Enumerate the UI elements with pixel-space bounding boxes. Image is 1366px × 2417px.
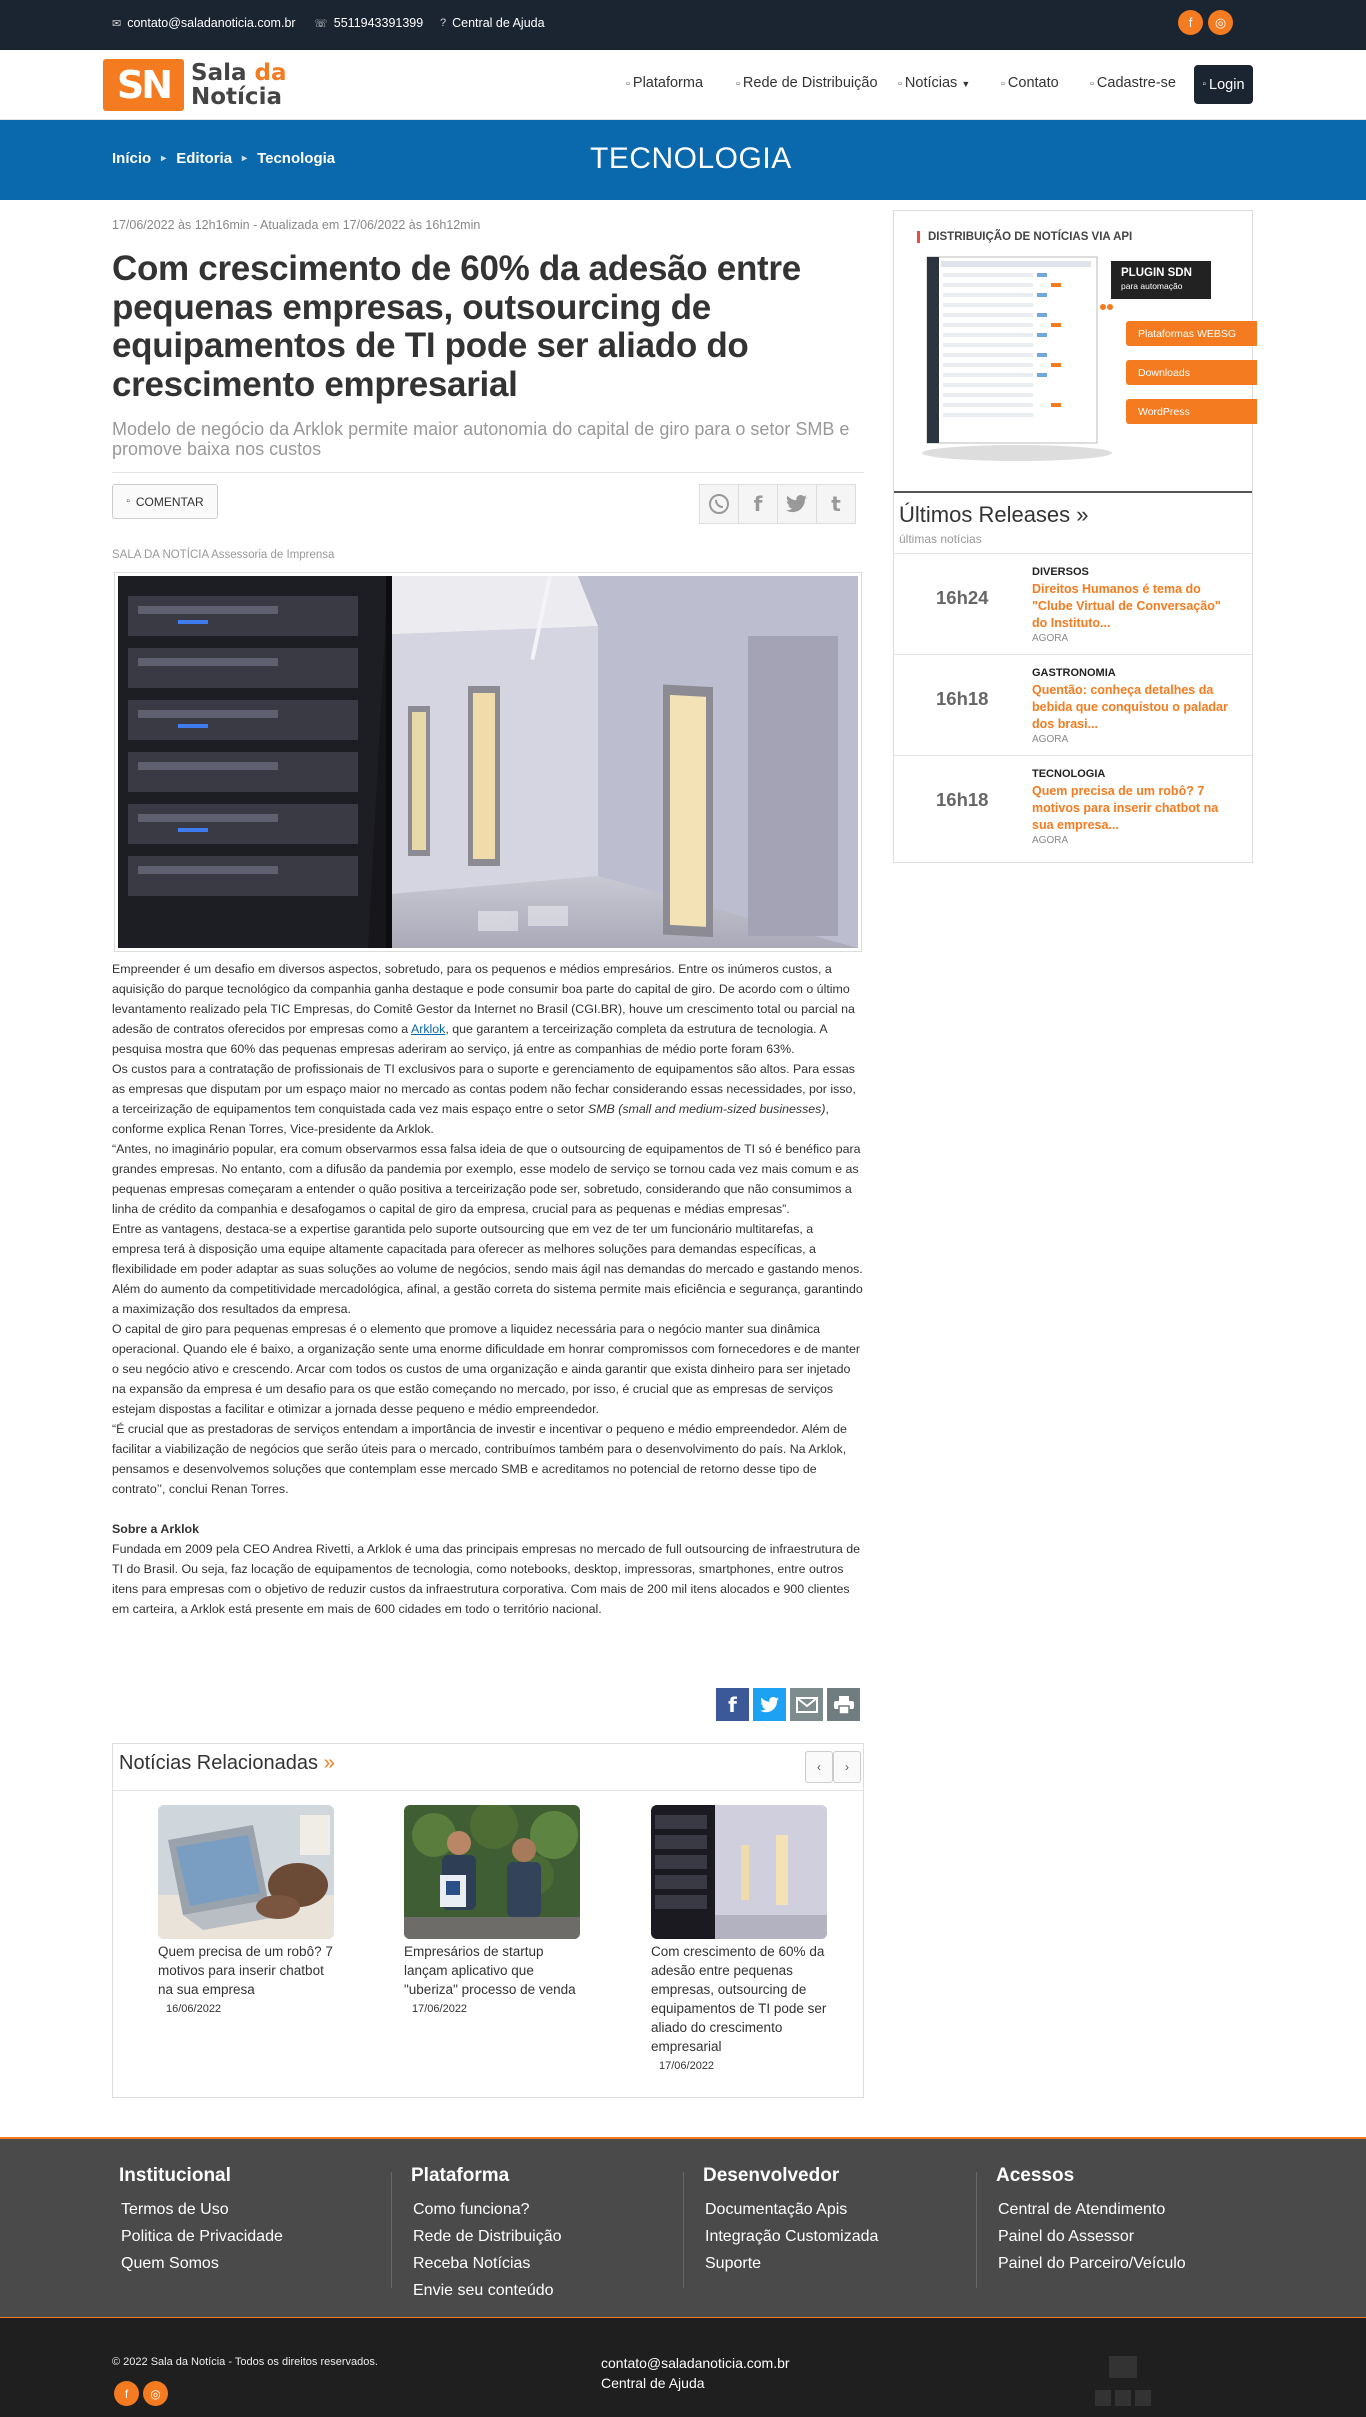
related-item[interactable] [158,1805,334,2015]
nav-noticias-label: Notícias [904,75,958,91]
related-item[interactable] [404,1805,580,2015]
nav-cadastre-se[interactable] [1090,75,1176,91]
release-category: TECNOLOGIA [1032,768,1106,780]
related-title-text: Notícias Relacionadas [119,1752,318,1774]
release-title[interactable]: Direitos Humanos é tema do "Clube Virtual de Conversação" do Instituto... [1032,582,1221,630]
divider [112,472,864,473]
tumblr-icon[interactable]: t [816,484,856,524]
article-paragraph [112,959,864,1059]
top-contact-bar [0,0,1366,50]
about-paragraph: Fundada em 2009 pela CEO Andrea Rivetti, a Arklok é uma das principais empresas no mercado de full outsourcing de infraestrutura de TI do Brasil. Ou seja, faz locação de equipamentos de tecnologia, como notebooks, desktop, impressoras, smartphones, entre outros itens para empresas com o objetivo de reduzir custos da infraestrutura corporativa. Com mais de 200 mil itens alocados e 900 clientes em carteira, a Arklok está presente em mais de 600 cidades em todo o território nacional. [112,1542,860,1616]
footer-email[interactable]: contato@saladanoticia.com.br [601,2355,790,2371]
article-paragraph: “É crucial que as prestadoras de serviços entendam a importância de investir e incentivar o pequeno e médio empreendedor. Além de facilitar a viabilização de negócios que serão úteis para o mercado, contribuímos também para o desenvolvimento do país. Na Arklok, pensamos e desenvolvemos soluções que contemplam esse mercado SMB e acreditamos no potencial de retorno desse tipo de contrato’’, conclui Renan Torres. [112,1422,847,1496]
instagram-icon[interactable]: ◎ [143,2381,168,2406]
related-news [112,1743,864,2098]
login-label: Login [1209,76,1245,93]
footer-col-plataforma [411,2165,562,2304]
facebook-icon[interactable]: f [738,484,778,524]
footer-help[interactable]: Central de Ajuda [601,2375,705,2391]
server-room-photo [118,576,858,948]
topbar-help[interactable] [440,16,545,30]
related-item[interactable] [651,1805,827,2072]
user-plus-icon: ▫ [1090,78,1094,90]
footer-link[interactable]: Integração Customizada [705,2228,879,2245]
related-item-date: 17/06/2022 [412,2003,468,2015]
footer-col-title: Institucional [119,2165,231,2186]
related-item-date: 17/06/2022 [659,2060,715,2072]
article-image [114,572,862,952]
logo-mark: SN [103,59,184,111]
section-title: TECNOLOGIA [590,142,792,175]
release-ago: AGORA [1032,835,1069,846]
email-icon[interactable] [790,1688,823,1721]
release-item[interactable] [894,654,1252,755]
footer-link[interactable]: Envie seu conteúdo [413,2282,554,2299]
share-buttons-bottom [716,1688,860,1721]
phone-icon: ☏ [314,17,328,30]
site-logo[interactable] [103,58,287,112]
envelope-icon: ✉ [112,17,122,30]
breadcrumb-inicio[interactable]: Início [112,150,152,167]
plugin-tag [1111,261,1211,299]
about-heading-text: Sobre a Arklok [112,1522,199,1536]
release-category: DIVERSOS [1032,566,1089,578]
related-prev-button[interactable] [805,1751,833,1783]
release-time: 16h24 [936,587,989,608]
footer-divider [391,2172,392,2288]
facebook-icon[interactable]: f [716,1688,749,1721]
footer-divider [976,2172,977,2288]
footer-link[interactable]: Receba Notícias [413,2255,531,2272]
releases-subtitle: últimas notícias [899,532,982,546]
breadcrumb [112,150,335,167]
plugin-screenshot [917,253,1117,463]
chevron-right-icon: ▸ [161,153,167,164]
logo-word-da: da [254,60,287,86]
footer-col-title: Plataforma [411,2165,510,2186]
footer-link[interactable]: Documentação Apis [705,2201,848,2218]
arklok-link[interactable]: Arklok [410,1022,446,1036]
footer-contact [601,2353,790,2393]
about-heading [112,1519,864,1539]
p2-emphasis: SMB (small and medium-sized businesses) [587,1102,826,1116]
footer-link[interactable]: Suporte [705,2255,762,2272]
nav-rede-label: Rede de Distribuição [742,75,878,91]
p1-text-b: , que garantem a terceirização completa da estrutura de tecnologia. A pesquisa mostra que 60% das pequenas empresas aderiram ao serviço, já entre as companhias de médio porte foram 63%. [112,1022,827,1056]
logo-word-noticia: Notícia [191,84,282,110]
related-next-button[interactable] [833,1751,861,1783]
login-button[interactable] [1194,65,1253,104]
chevron-right-icon: › [845,1760,849,1774]
related-thumbnail [404,1805,580,1939]
article-date: 17/06/2022 às 12h16min - Atualizada em 17/06/2022 às 16h12min [112,218,481,232]
footer-link[interactable]: Quem Somos [121,2255,219,2272]
share-buttons-top [700,484,856,524]
release-item[interactable] [894,553,1252,654]
footer-link[interactable]: Politica de Privacidade [121,2228,283,2245]
chevron-left-icon: ‹ [817,1760,821,1774]
divider [113,1790,863,1791]
release-ago: AGORA [1032,633,1069,644]
chevron-right-icon: ▸ [242,153,248,164]
comment-button[interactable] [112,484,218,519]
question-icon: ? [440,17,447,29]
related-thumbnail [651,1805,827,1939]
footer-col-desenvolvedor [703,2165,878,2277]
spacer [112,1499,864,1519]
topbar-help-text: Central de Ajuda [452,16,545,30]
footer-col-institucional [119,2165,283,2277]
cube-icon: ▫ [626,78,630,90]
release-ago: AGORA [1032,734,1069,745]
copyright: © 2022 Sala da Notícia - Todos os direitos reservados. [112,2356,378,2368]
related-title [119,1752,335,1775]
footer-link[interactable]: Rede de Distribuição [413,2228,562,2245]
plugin-subtitle: para automação [1121,281,1183,291]
breadcrumb-editoria[interactable]: Editoria [176,150,233,167]
footer-col-acessos [996,2165,1186,2277]
article-paragraph: “Antes, no imaginário popular, era comum observarmos essa falsa ideia de que o outsourcing de equipamentos de TI só é benéfico para grandes empresas. No entanto, com a difusão da pandemia por exemplo, esse modelo de serviço se tornou cada vez mais comum e as pequenas empresas começaram a entender o quão positiva a terceirização pode ser, sobretudo, considerando que não consumimos a linha de crédito da companhia e desafogamos o capital de giro da empresa, crucial para as pequenas e médias empresas”. [112,1142,861,1216]
facebook-icon[interactable]: f [1178,10,1203,35]
related-item-title: Empresários de startup lançam aplicativo que "uberiza" processo de venda [404,1944,576,1997]
main-navbar [0,50,1366,120]
sidebar [893,210,1253,863]
promo-pill-downloads[interactable]: Downloads [1126,360,1257,385]
footer-link[interactable]: Termos de Uso [121,2201,229,2218]
related-thumbnail [158,1805,334,1939]
share-icon: ▫ [736,78,740,90]
p2-text-a: Os custos para a contratação de profissionais de TI exclusivos para o suporte e gerenciamento de equipamentos são altos. Para essas as empresas que disputam por um espaço maior no mercado as contas podem não fechar considerando essas necessidades, por isso, a terceirização de equipamentos tem conquistada cada vez mais espaço entre o setor [112,1062,856,1116]
envelope-icon: ▫ [1001,78,1005,90]
logo-word-sala: Sala [191,60,247,86]
nav-plataforma[interactable] [626,75,703,91]
footer-col-title: Acessos [996,2165,1075,2186]
related-item-title: Com crescimento de 60% da adesão entre pequenas empresas, outsourcing de equipamentos de TI pode ser aliado do crescimento empresarial [651,1944,827,2054]
nav-plataforma-label: Plataforma [632,75,704,91]
article-body [112,959,864,1619]
promo-pill-websg[interactable]: Plataformas WEBSG [1126,321,1257,346]
facebook-icon[interactable]: f [114,2381,139,2406]
print-icon[interactable] [827,1688,860,1721]
related-title-arrow: » [323,1752,335,1774]
twitter-icon[interactable] [777,484,817,524]
caret-down-icon: ▼ [961,79,971,89]
nav-contato[interactable] [1001,75,1059,91]
section-header [0,120,1366,200]
article-paragraph: Entre as vantagens, destaca-se a expertise garantida pelo suporte outsourcing que em vez de ter um funcionário multitarefas, a empresa terá à disposição uma equipe altamente capacitada para oferecer as melhores soluções para demandas específicas, a flexibilidade em poder adaptar as suas soluções ao volume de negócios, sendo mais ágil nas demandas do mercado e gastando menos. Além do aumento da competitividade mercadológica, afinal, a gestão correta do sistema permite mais eficiência e segurança, garantindo a maximização dos resultados da empresa. [112,1222,863,1316]
topbar-phone[interactable] [314,16,423,30]
nav-cadastre-label: Cadastre-se [1096,75,1176,91]
promo-pill-wordpress[interactable]: WordPress [1126,399,1257,424]
article-paragraph: O capital de giro para pequenas empresas é o elemento que promove a liquidez necessária para o negócio manter sua dinâmica operacional. Quando ele é baixo, a organização sente uma enorme dificuldade em honrar compromissos com fornecedores e de manter o seu negócio ativo e crescendo. Arcar com todos os custos de uma organização e ainda garantir que exista dinheiro para ser injetado na expansão da empresa é um desafio para os que estão começando no mercado, por isso, é crucial que as empresas de serviços estejam dispostas a facilitar e otimizar a jornada desse pequeno e médio empreendedor. [112,1322,860,1416]
logo-wordmark [191,61,287,109]
lock-icon: ▫ [1202,79,1207,90]
article-subtitle: Modelo de negócio da Arklok permite maior autonomia do capital de giro para o setor SMB e promove baixa nos custos [112,419,850,459]
topbar-email[interactable] [112,16,296,30]
chat-widget-icon[interactable] [1095,2356,1151,2406]
release-time: 16h18 [936,688,989,709]
twitter-icon[interactable] [753,1688,786,1721]
footer-divider [683,2172,684,2288]
related-item-title: Quem precisa de um robô? 7 motivos para inserir chatbot na sua empresa [158,1944,333,1997]
article-title: Com crescimento de 60% da adesão entre pequenas empresas, outsourcing de equipamentos de TI pode ser aliado do crescimento empresarial [112,249,801,404]
release-title[interactable]: Quentão: conheça detalhes da bebida que conquistou o paladar dos brasi... [1032,683,1228,731]
site-footer [0,2137,1366,2317]
breadcrumb-tecnologia[interactable]: Tecnologia [257,150,336,167]
related-item-date: 16/06/2022 [166,2003,222,2015]
comment-icon: ▫ [126,496,130,507]
nav-rede-distribuicao[interactable] [736,75,878,91]
footer-link[interactable]: Como funciona? [413,2201,530,2218]
topbar-phone-text: 5511943391399 [333,16,424,30]
whatsapp-icon[interactable] [699,484,739,524]
divider [894,491,1252,493]
topbar-email-text: contato@saladanoticia.com.br [127,16,296,30]
article-byline: SALA DA NOTÍCIA Assessoria de Imprensa [112,549,335,561]
bottom-footer [0,2317,1366,2417]
nav-noticias-dropdown[interactable] [898,75,970,91]
article-paragraph [112,1059,864,1139]
newspaper-icon: ▫ [898,78,902,90]
promo-label: DISTRIBUIÇÃO DE NOTÍCIAS VIA API [917,231,1132,243]
release-time: 16h18 [936,789,989,810]
release-item[interactable] [894,755,1252,856]
instagram-icon[interactable]: ◎ [1208,10,1233,35]
releases-title[interactable]: Últimos Releases » [899,502,1089,527]
api-promo-banner[interactable] [917,221,1247,471]
footer-link[interactable]: Central de Atendimento [998,2201,1166,2218]
p2-text-b: , conforme explica Renan Torres, Vice-presidente da Arklok. [112,1102,829,1136]
footer-col-title: Desenvolvedor [703,2165,840,2186]
release-category: GASTRONOMIA [1032,667,1116,679]
release-title[interactable]: Quem precisa de um robô? 7 motivos para inserir chatbot na sua empresa... [1032,784,1219,832]
plugin-title: PLUGIN SDN [1121,267,1192,279]
comment-button-label: COMENTAR [135,494,204,509]
p1-text-a: Empreender é um desafio em diversos aspectos, sobretudo, para os pequenos e médios empresários. Entre os inúmeros custos, a aquisição do parque tecnológico da companhia ganha destaque e pode consumir boa parte do capital de giro. De acordo com o último levantamento realizado pela TIC Empresas, do Comitê Gestor da Internet no Brasil (CGI.BR), houve um crescimento total ou parcial na adesão de contratos oferecidos por empresas como a [112,962,855,1036]
footer-link[interactable]: Painel do Parceiro/Veículo [998,2255,1186,2272]
footer-link[interactable]: Painel do Assessor [998,2228,1135,2245]
nav-contato-label: Contato [1007,75,1059,91]
